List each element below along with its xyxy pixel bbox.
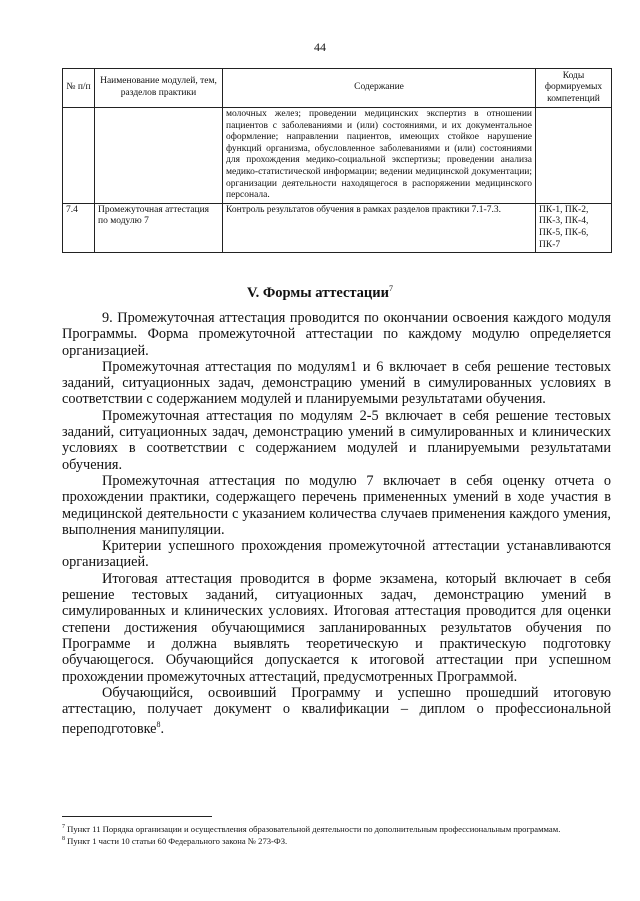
footnote-ref-7: 7 <box>389 284 393 293</box>
row-content: молочных желез; проведении медицинских экспертиз в отношении пациентов с заболеваниями и (или) состояниями, и их документальное оформление; направлении пациентов, имеющих стойкое нарушение функций организма, обусловленное заболеваниями и (или) состояниями для прохождения медико-социальной экспертизы; проведении анализа медико-статистической информации; ведении медицинской документации; организации деятельности находящегося в распоряжении медицинского персонала. <box>223 108 536 204</box>
footnote-divider <box>62 816 212 817</box>
paragraph-final <box>62 685 611 738</box>
row-codes: ПК-1, ПК-2, ПК-3, ПК-4, ПК-5, ПК-6, ПК-7 <box>536 203 612 252</box>
section-title-text: V. Формы аттестации <box>246 284 389 301</box>
section-title <box>0 284 640 302</box>
table-row <box>63 108 612 204</box>
footnote-text: Пункт 11 Порядка организации и осуществления образовательной деятельности по дополнительным профессиональным программам. <box>65 823 561 834</box>
body-text <box>62 310 611 737</box>
paragraph-final-text: Обучающийся, освоивший Программу и успешно прошедший итоговую аттестацию, получает документ о квалификации – диплом о профессиональной переподготовке <box>62 684 611 738</box>
footnote-item <box>62 834 611 846</box>
footnote-text: Пункт 1 части 10 статьи 60 Федерального закона № 273-ФЗ. <box>65 836 288 847</box>
row-module-name <box>95 108 223 204</box>
header-competence-codes: Коды формируемых компетенций <box>536 69 612 108</box>
paragraph: Критерии успешного прохождения промежуточной аттестации устанавливаются организацией. <box>62 538 611 571</box>
row-module-name: Промежуточная аттестация по модулю 7 <box>95 203 223 252</box>
paragraph: Итоговая аттестация проводится в форме экзамена, который включает в себя решение тестовых заданий, ситуационных задач, демонстрацию умений в симулированных и клинических условиях. Итоговая аттестация проводится для оценки степени достижения обучающимися запланированных результатов обучения по Программе и должна выявлять теоретическую и практическую подготовку обучающегося. Обучающийся допускается к итоговой аттестации при успешном прохождении промежуточных аттестаций, предусмотренных Программой. <box>62 570 611 685</box>
paragraph: Промежуточная аттестация по модулям 2-5 включает в себя решение тестовых заданий, ситуационных задач, демонстрацию умений в симулированных и клинических условиях в соответствии с содержанием модулей и планируемыми результатами обучения. <box>62 407 611 473</box>
modules-table <box>62 68 612 253</box>
footnote-mark: 7 <box>62 824 65 830</box>
table-header-row <box>63 69 612 108</box>
row-num: 7.4 <box>63 203 95 252</box>
footnote-mark: 8 <box>62 836 65 843</box>
header-module-name: Наименование модулей, тем, разделов практики <box>95 69 223 108</box>
footnotes <box>62 822 611 847</box>
footnote-item <box>62 822 611 834</box>
paragraph: Промежуточная аттестация по модулям1 и 6 включает в себя решение тестовых заданий, ситуационных задач, демонстрацию умений в симулированных условиях в соответствии с содержанием модулей и планируемыми результатами обучения. <box>62 358 611 408</box>
row-num <box>63 108 95 204</box>
header-content: Содержание <box>223 69 536 108</box>
footnote-ref-8: 8 <box>156 720 161 730</box>
row-codes <box>536 108 612 204</box>
row-content: Контроль результатов обучения в рамках разделов практики 7.1-7.3. <box>223 203 536 252</box>
page-number: 44 <box>314 40 326 54</box>
header-num: № п/п <box>63 69 95 108</box>
paragraph-final-end: . <box>160 721 165 738</box>
table-row <box>63 203 612 252</box>
paragraph: Промежуточная аттестация по модулю 7 включает в себя оценку отчета о прохождении практики, содержащего перечень примененных умений в ходе участия в медицинской деятельности с указанием количества случаев применения каждого умения, выполнения манипуляции. <box>62 472 611 538</box>
paragraph: 9. Промежуточная аттестация проводится по окончании освоения каждого модуля Программы. Форма промежуточной аттестации по каждому модулю определяется организацией. <box>62 310 611 359</box>
